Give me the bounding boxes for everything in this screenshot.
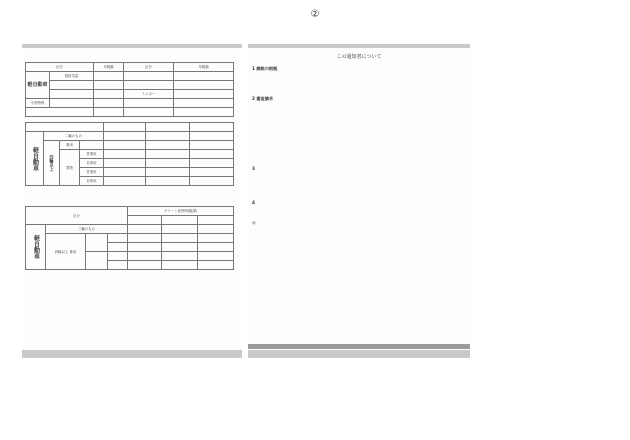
- table2-value: [190, 177, 234, 186]
- table2-value: [104, 168, 146, 177]
- table3-value: [162, 261, 198, 270]
- table3-header-col: [128, 216, 162, 225]
- table3-value: [162, 243, 198, 252]
- tax-rate-table-3: [25, 206, 234, 270]
- section-2: [252, 96, 273, 102]
- table2-value: [190, 132, 234, 141]
- table1-cell: [50, 99, 94, 108]
- section-2-heading: 2 審査請求: [252, 96, 274, 101]
- table1-cell: ミニカー: [124, 90, 174, 99]
- table3-header-kubun: 区分: [26, 207, 128, 225]
- table3-header-top: グリーン化特例(軽課): [128, 207, 234, 216]
- table1-cell: 小型特殊: [26, 99, 50, 108]
- table2-value: [104, 150, 146, 159]
- table3-value: [128, 252, 162, 261]
- section-notice-heading: ◎: [252, 220, 256, 225]
- table3-value: [128, 225, 162, 234]
- table1-value: [174, 99, 234, 108]
- section-4: [252, 200, 255, 206]
- table3-value: [162, 225, 198, 234]
- right-page-footer-band: [248, 344, 470, 349]
- table2-header-col: [146, 123, 190, 132]
- table1-cell: [50, 90, 94, 99]
- table3-value: [128, 261, 162, 270]
- table2-header-col: [104, 123, 146, 132]
- table1-value: [94, 81, 124, 90]
- table1-header-nenzei-2: 年税額: [174, 63, 234, 72]
- table3-value: [198, 243, 234, 252]
- table3-value: [198, 225, 234, 234]
- table2-value: [104, 159, 146, 168]
- notice-title: この通知書について: [336, 54, 382, 60]
- right-page-bottom-band: [248, 350, 470, 358]
- table1-value: [94, 90, 124, 99]
- table1-cell: [124, 81, 174, 90]
- table2-row-sublabel: 営業用: [80, 150, 104, 159]
- table2-value: [146, 150, 190, 159]
- table2-value: [146, 168, 190, 177]
- right-page: [248, 48, 470, 358]
- table2-value: [146, 177, 190, 186]
- table1-value: [174, 108, 234, 117]
- left-page: [22, 48, 242, 358]
- table1-cell: [26, 108, 94, 117]
- table3-row-sublabel: [108, 252, 128, 261]
- table1-value: [174, 81, 234, 90]
- table1-value: [174, 72, 234, 81]
- table1-header-kubun: 区分: [26, 63, 94, 72]
- table1-cell: 総排気量: [50, 72, 94, 81]
- table3-value: [162, 234, 198, 243]
- table2-header-col: [190, 123, 234, 132]
- table2-value: [146, 132, 190, 141]
- table2-category-label: 軽自動車: [26, 132, 44, 186]
- table3-value: [128, 243, 162, 252]
- table3-row-label: 三輪のもの: [46, 225, 128, 234]
- table3-value: [198, 234, 234, 243]
- section-4-heading: 4: [252, 200, 255, 205]
- table3-row-sublabel: [108, 261, 128, 270]
- table1-value: [94, 108, 124, 117]
- section-1: [252, 66, 277, 72]
- table3-row-sublabel: [108, 243, 128, 252]
- table2-row-label: 貨物: [60, 150, 80, 186]
- table3-row-label: 四輪以上 乗用: [46, 234, 86, 270]
- table2-row-label: 乗用: [60, 141, 80, 150]
- table2-row-sublabel: 営業用: [80, 168, 104, 177]
- table3-value: [128, 234, 162, 243]
- table1-value: [174, 90, 234, 99]
- table1-header-kubun-2: 区分: [124, 63, 174, 72]
- table3-header-col: [162, 216, 198, 225]
- table2-value: [104, 141, 146, 150]
- table2-value: [104, 132, 146, 141]
- table3-value: [162, 252, 198, 261]
- table3-category-label: 軽自動車: [26, 225, 46, 270]
- table2-value: [190, 150, 234, 159]
- table3-value: [198, 252, 234, 261]
- table2-value: [190, 141, 234, 150]
- section-notice: [252, 220, 256, 226]
- table2-value: [146, 141, 190, 150]
- left-page-bottom-band: [22, 350, 242, 358]
- table1-value: [94, 99, 124, 108]
- tax-rate-table-2: [25, 122, 234, 186]
- table1-cell: [124, 72, 174, 81]
- table2-sublabel: 四輪以上: [44, 141, 60, 186]
- table3-value: [198, 261, 234, 270]
- table3-header-col: [198, 216, 234, 225]
- table2-row-sublabel: 自家用: [80, 177, 104, 186]
- page-number-mark: ②: [310, 9, 320, 20]
- table1-cell: [124, 99, 174, 108]
- table3-row-sublabel: [86, 252, 108, 270]
- table1-cell: [124, 108, 174, 117]
- table2-value: [146, 159, 190, 168]
- section-3-heading: 3: [252, 166, 255, 171]
- table1-category-label: 軽自動車: [26, 72, 50, 99]
- section-3: [252, 166, 255, 172]
- table2-row-sublabel: [80, 141, 104, 150]
- table3-row-sublabel: [86, 234, 108, 252]
- table2-value: [190, 168, 234, 177]
- tax-rate-table-1: [25, 62, 234, 117]
- table1-cell: [50, 81, 94, 90]
- table2-header-blank: [26, 123, 104, 132]
- table2-row-sublabel: 自家用: [80, 159, 104, 168]
- table2-row-label: 二輪のもの: [44, 132, 104, 141]
- table1-header-nenzei: 年税額: [94, 63, 124, 72]
- section-1-heading: 1 課税の根拠: [252, 66, 278, 71]
- table2-value: [190, 159, 234, 168]
- table3-row-sublabel: [108, 234, 128, 243]
- table1-value: [94, 72, 124, 81]
- table2-value: [104, 177, 146, 186]
